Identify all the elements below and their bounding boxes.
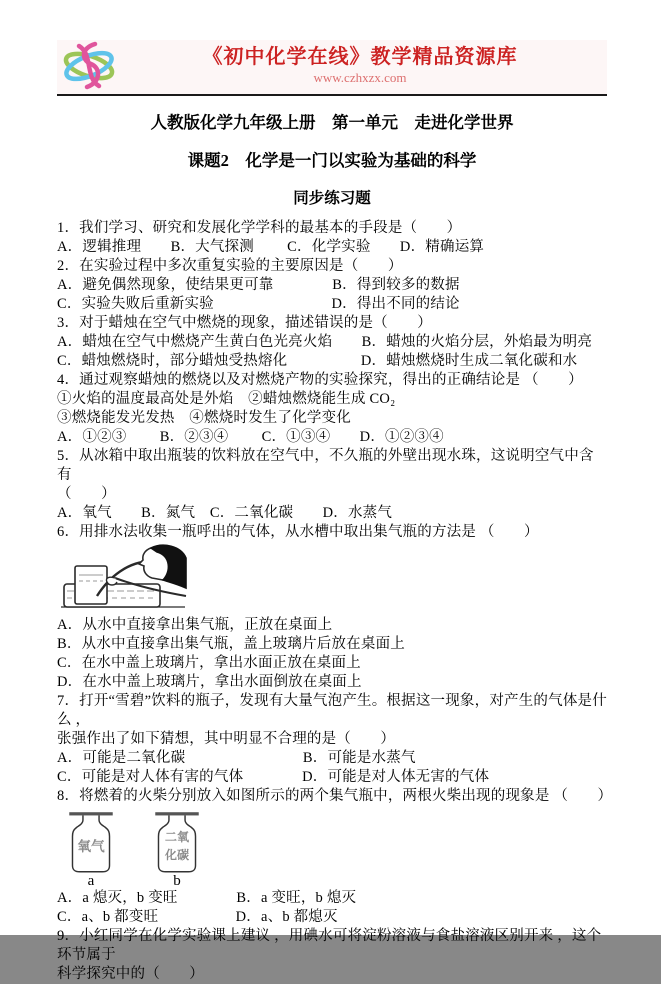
doc-title-exercise: 同步练习题 [293,190,371,207]
atom-orbits-icon [57,40,121,92]
q8-stem: 8．将燃着的火柴分别放入如图所示的两个集气瓶中，两根火柴出现的现象是 （ ） [57,788,613,804]
site-url: www.czhxzx.com [313,70,407,86]
glass-cover-plate [69,812,112,815]
q7-stem-wrap: 张强作出了如下猜想，其中明显不合理的是（ ） [57,731,396,747]
bottle-b-caption: b [173,873,181,889]
q6-stem: 6．用排水法收集一瓶呼出的气体，从水槽中取出集气瓶的方法是 （ ） [57,524,539,540]
q8-options-ab: A．a 熄灭，b 变旺 B．a 变旺，b 熄灭 [57,890,357,906]
q4-statements-12: ①火焰的温度最高处是外焰 ②蜡烛燃烧能生成 CO₂ [57,391,396,407]
bottle-a-caption: a [87,873,95,889]
site-title: 《初中化学在线》教学精品资源库 [202,46,518,69]
co2-label-line1: 二氧 [164,830,190,845]
q3-stem: 3．对于蜡烛在空气中燃烧的现象，描述错误的是（ ） [57,315,432,331]
q9-stem: 9．小红同学在化学实验课上建议 ，用碘水可将淀粉溶液与食盐溶液区别开来 ，这个环节属于 [57,928,602,963]
q4-options: A．①②③ B．②③④ C．①③④ D．①②③④ [57,429,444,445]
site-logo [57,40,143,92]
q6-option-c: C．在水中盖上玻璃片，拿出水面正放在桌面上 [57,655,361,671]
oxygen-bottle [59,809,123,888]
q7-options-ab: A．可能是二氧化碳 B．可能是水蒸气 [57,750,416,766]
doc-title-lesson: 课题2 化学是一门以实验为基础的科学 [187,151,477,170]
q3-options-cd: C．蜡烛燃烧时，部分蜡烛受热熔化 D．蜡烛燃烧时生成二氧化碳和水 [57,353,578,369]
q5-options: A．氧气 B．氮气 C．二氧化碳 D．水蒸气 [57,505,393,521]
q4-stem: 4．通过观察蜡烛的燃烧以及对燃烧产物的实验探究，得出的正确结论是 （ ） [57,372,583,388]
q1-stem: 1．我们学习、研究和发展化学学科的最基本的手段是（ ） [57,220,462,236]
breath-collection-figure [59,544,189,610]
q5-stem-wrap: （ ） [57,486,116,502]
glass-cover-plate [155,812,198,815]
carbon-dioxide-bottle [145,809,209,888]
q7-options-cd: C．可能是对人体有害的气体 D．可能是对人体无害的气体 [57,769,490,785]
gas-bottles-figure [59,809,229,888]
oxygen-bottle-drawing [59,809,123,875]
q6-option-d: D．在水中盖上玻璃片，拿出水面倒放在桌面上 [57,674,362,690]
co2-label-line2: 化碳 [164,847,190,862]
doc-title-unit: 人教版化学九年级上册 第一单元 走进化学世界 [150,113,514,132]
carbon-dioxide-bottle-drawing [145,809,209,875]
q1-options: A．逻辑推理 B．大气探测 C．化学实验 D．精确运算 [57,239,485,255]
q2-stem: 2．在实验过程中多次重复实验的主要原因是（ ） [57,258,403,274]
q6-option-b: B．从水中直接拿出集气瓶，盖上玻璃片后放在桌面上 [57,636,405,652]
q5-stem: 5．从冰箱中取出瓶装的饮料放在空气中，不久瓶的外壁出现水珠，这说明空气中含有 [57,448,594,483]
site-header [57,40,607,96]
q8-options-cd: C．a、b 都变旺 D．a、b 都熄灭 [57,909,338,925]
q9-stem-wrap: 科学探究中的（ ） [57,966,204,982]
q2-options-cd: C．实验失败后重新实验 D．得出不同的结论 [57,296,460,312]
oxygen-label: 氧气 [77,838,105,854]
q6-option-a: A．从水中直接拿出集气瓶，正放在桌面上 [57,617,333,633]
q7-stem: 7．打开“雪碧”饮料的瓶子，发现有大量气泡产生。根据这一现象，对产生的气体是什么 ， [57,693,607,728]
q4-statements-34: ③燃烧能发光发热 ④燃烧时发生了化学变化 [57,410,351,426]
q3-options-ab: A．蜡烛在空气中燃烧产生黄白色光亮火焰 B．蜡烛的火焰分层，外焰最为明亮 [57,334,593,350]
q2-options-ab: A．避免偶然现象，使结果更可靠 B．得到较多的数据 [57,277,460,293]
